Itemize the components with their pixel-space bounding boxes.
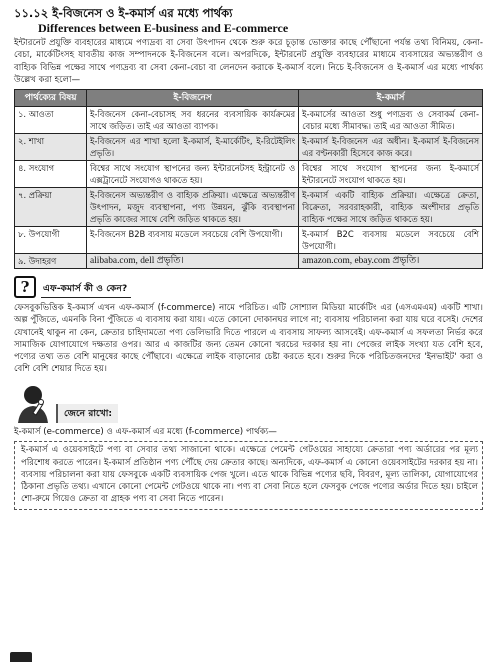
table-row bbox=[15, 107, 483, 134]
table-header-row bbox=[15, 90, 483, 107]
row-topic: ৮. উপযোগী bbox=[15, 227, 87, 254]
header-ecommerce: ই-কমার্স bbox=[299, 90, 483, 107]
row-topic: ৪. সংযোগ bbox=[15, 161, 87, 188]
fcommerce-paragraph: ফেসবুকভিত্তিক ই-কমার্স এখন এফ-কমার্স (f-commerce) নামে পরিচিত। এটি সোশ্যাল মিডিয়া মার্কেটিং এর (এসএমএম) একটি শাখা। অল্প পুঁজিতে, এমনকি বিনা পুঁজিতে এ ব্যবসায় করা যায়। এতে কোনো দোকানঘর লাগে না; ব্যবসায় পরিচালনা করা যায় ঘরে বসেই। দেশের যেখানেই থাকুন না কেন, ক্রেতার চাহিদামতো পণ্য ডেলিভারি দিতে পারলে এ ব্যবসায় সাফল্য আসবেই। এফ-কমার্স এ সফলতা নির্ভর করে সামাজিক যোগাযোগে দক্ষতার ওপর। আর এ কাজটির জন্য তেমন কোনো খরচের দরকার হয় না। পেজের লাইক সংখ্যা যত বেশি হবে, পণ্যের তথ্য তত বেশি মানুষের কাছে পৌঁছাবে। এক্ষেত্রে লাইক বাড়ানোর চেষ্টা করতে হবে। শুরুর দিকে পরিচিতজনদের 'ইনভাইট' করা ও বেশি বেশি শেয়ার দিতে হয়। bbox=[14, 303, 483, 375]
row-ecommerce: ই-কমার্স একটি বাহ্যিক প্রক্রিয়া। এক্ষেত্রে ক্রেতা, বিক্রেতা, সরবরাহকারী, বাহ্যিক অংশীদার প্রভৃতি বাহ্যিক পক্ষের সাথে জড়িত থাকতে হয়। bbox=[299, 188, 483, 227]
row-ecommerce: ই-কমার্স B2C ব্যবসায় মডেলে সবচেয়ে বেশি উপযোগী। bbox=[299, 227, 483, 254]
intro-paragraph: ইন্টারনেট প্রযুক্তি ব্যবহারের মাধ্যমে পণ্যদ্রব্য বা সেবা উৎপাদন থেকে শুরু করে চূড়ান্ত ভোক্তার কাছে পৌঁছানো পর্যন্ত তথ্য বিনিময়, কেনা-বেচা, মার্কেটিংসহ যাবতীয় কাজ সম্পাদনকে ই-বিজনেস বলে। অপরদিকে, ইন্টারনেট প্রযুক্তি ব্যবহারের মাধ্যমে ব্যবসায়ের অভ্যন্তরীণ ও বাহ্যিক বিভিন্ন পক্ষের সাথে পণ্যদ্রব্য বা সেবা কেনা-বেচা বা লেনদেন করাকে ই-কমার্স বলে। নিচে ই-বিজনেস ও ই-কমার্স এর মধ্যে পার্থক্য উল্লেখ করা হলো— bbox=[14, 38, 483, 85]
row-ebusiness: ই-বিজনেস কেনা-বেচাসহ সব ধরনের ব্যবসায়িক কার্যক্রমের সাথে জড়িত। তাই এর আওতা ব্যাপক। bbox=[87, 107, 299, 134]
table-row bbox=[15, 134, 483, 161]
question-icon: ? bbox=[14, 276, 36, 298]
table-row bbox=[15, 227, 483, 254]
comparison-table bbox=[14, 89, 483, 269]
header-topic: পার্থক্যের বিষয় bbox=[15, 90, 87, 107]
row-ecommerce: বিশ্বের সাথে সংযোগ স্থাপনের জন্য ই-কমার্সে ইন্টারনেটে সংযোগ থাকতে হয়। bbox=[299, 161, 483, 188]
row-ebusiness: ই-বিজনেস এর শাখা হলো ই-কমার্স, ই-মার্কেটিং, ই-রিটেইলিং প্রভৃতি। bbox=[87, 134, 299, 161]
row-ebusiness: বিশ্বের সাথে সংযোগ স্থাপনের জন্য ইন্টারনেটসহ ইন্ট্রানেট ও এক্সট্রানেটে সংযোগও থাকতে হয়। bbox=[87, 161, 299, 188]
note-header bbox=[14, 383, 483, 423]
note-subtitle: ই-কমার্স (e-commerce) ও এফ-কমার্স এর মধ্যে (f-commerce) পার্থক্য— bbox=[14, 427, 277, 438]
row-ebusiness: ই-বিজনেস অভ্যন্তরীণ ও বাহ্যিক প্রক্রিয়া। এক্ষেত্রে অভ্যন্তরীণ উৎপাদন, মজুদ ব্যবস্থাপনা, পণ্য উন্নয়ন, ঝুঁকি ব্যবস্থাপনা প্রভৃতি কাজের সাথে বেশি জড়িত থাকতে হয়। bbox=[87, 188, 299, 227]
row-topic: ২. শাখা bbox=[15, 134, 87, 161]
note-title: জেনে রাখো: bbox=[56, 404, 118, 423]
note-paragraph: ই-কমার্স এ ওয়েবসাইটে পণ্য বা সেবার তথ্য সাজানো থাকে। এক্ষেত্রে পেমেন্ট গেটওয়ের সাহায্যে ক্রেতারা পণ্য অর্ডারের পর মূল্য পরিশোধ করতে পারেন। ই-কমার্স প্রতিষ্ঠান পণ্য পৌঁছে দেয় ক্রেতার কাছে। অন্যদিকে, এফ-কমার্স এ কোনো ওয়েবসাইটের দরকার হয় না। ব্যবসায় পরিচালনা করা যায় ফেসবুকে একটি ব্যবসায়িক পেজ খুলে। এতে থাকে বিভিন্ন পণ্যের ছবি, বিবরণ, মূল্য তালিকা, যোগাযোগের ঠিকানা প্রভৃতি তথ্য। এখানে কোনো পেমেন্ট গেটওয়ে থাকে না। পণ্য বা সেবা নিতে হলে ফেসবুক পেজে পণ্যের অর্ডার দিতে হয়। চাইলে শো-রুমে গিয়েও ক্রেতা বা গ্রাহক পণ্য বা সেবা নিতে পারেন। bbox=[14, 441, 483, 509]
row-ecommerce: ই-কমার্সের আওতা শুধু পণ্যদ্রব্য ও সেবাকর্ম কেনা-বেচার মধ্যে সীমাবদ্ধ। তাই এর আওতা সীমিত। bbox=[299, 107, 483, 134]
thinking-person-icon bbox=[14, 383, 52, 423]
header-ebusiness: ই-বিজনেস bbox=[87, 90, 299, 107]
row-ecommerce: amazon.com, ebay.com প্রভৃতি। bbox=[299, 254, 483, 269]
section-title-english: Differences between E-business and E-commerce bbox=[38, 21, 289, 35]
fcommerce-title: এফ-কমার্স কী ও কেন? bbox=[41, 281, 131, 298]
table-row bbox=[15, 188, 483, 227]
section-title: ১১.১২ ই-বিজনেস ও ই-কমার্স এর মধ্যে পার্থক্য bbox=[14, 6, 233, 20]
row-ecommerce: ই-কমার্স ই-বিজনেস এর অধীন। ই-কমার্স ই-বিজনেস এর বণ্টনকারী হিসেবে কাজ করে। bbox=[299, 134, 483, 161]
note-section bbox=[14, 383, 483, 509]
fcommerce-section bbox=[14, 276, 483, 375]
row-topic: ৭. প্রক্রিয়া bbox=[15, 188, 87, 227]
table-row bbox=[15, 254, 483, 269]
row-ebusiness: ই-বিজনেস B2B ব্যবসায় মডেলে সবচেয়ে বেশি উপযোগী। bbox=[87, 227, 299, 254]
page-corner-mark bbox=[10, 652, 32, 662]
row-ebusiness: alibaba.com, dell প্রভৃতি। bbox=[87, 254, 299, 269]
row-topic: ১. আওতা bbox=[15, 107, 87, 134]
table-row bbox=[15, 161, 483, 188]
row-topic: ৯. উদাহরণ bbox=[15, 254, 87, 269]
